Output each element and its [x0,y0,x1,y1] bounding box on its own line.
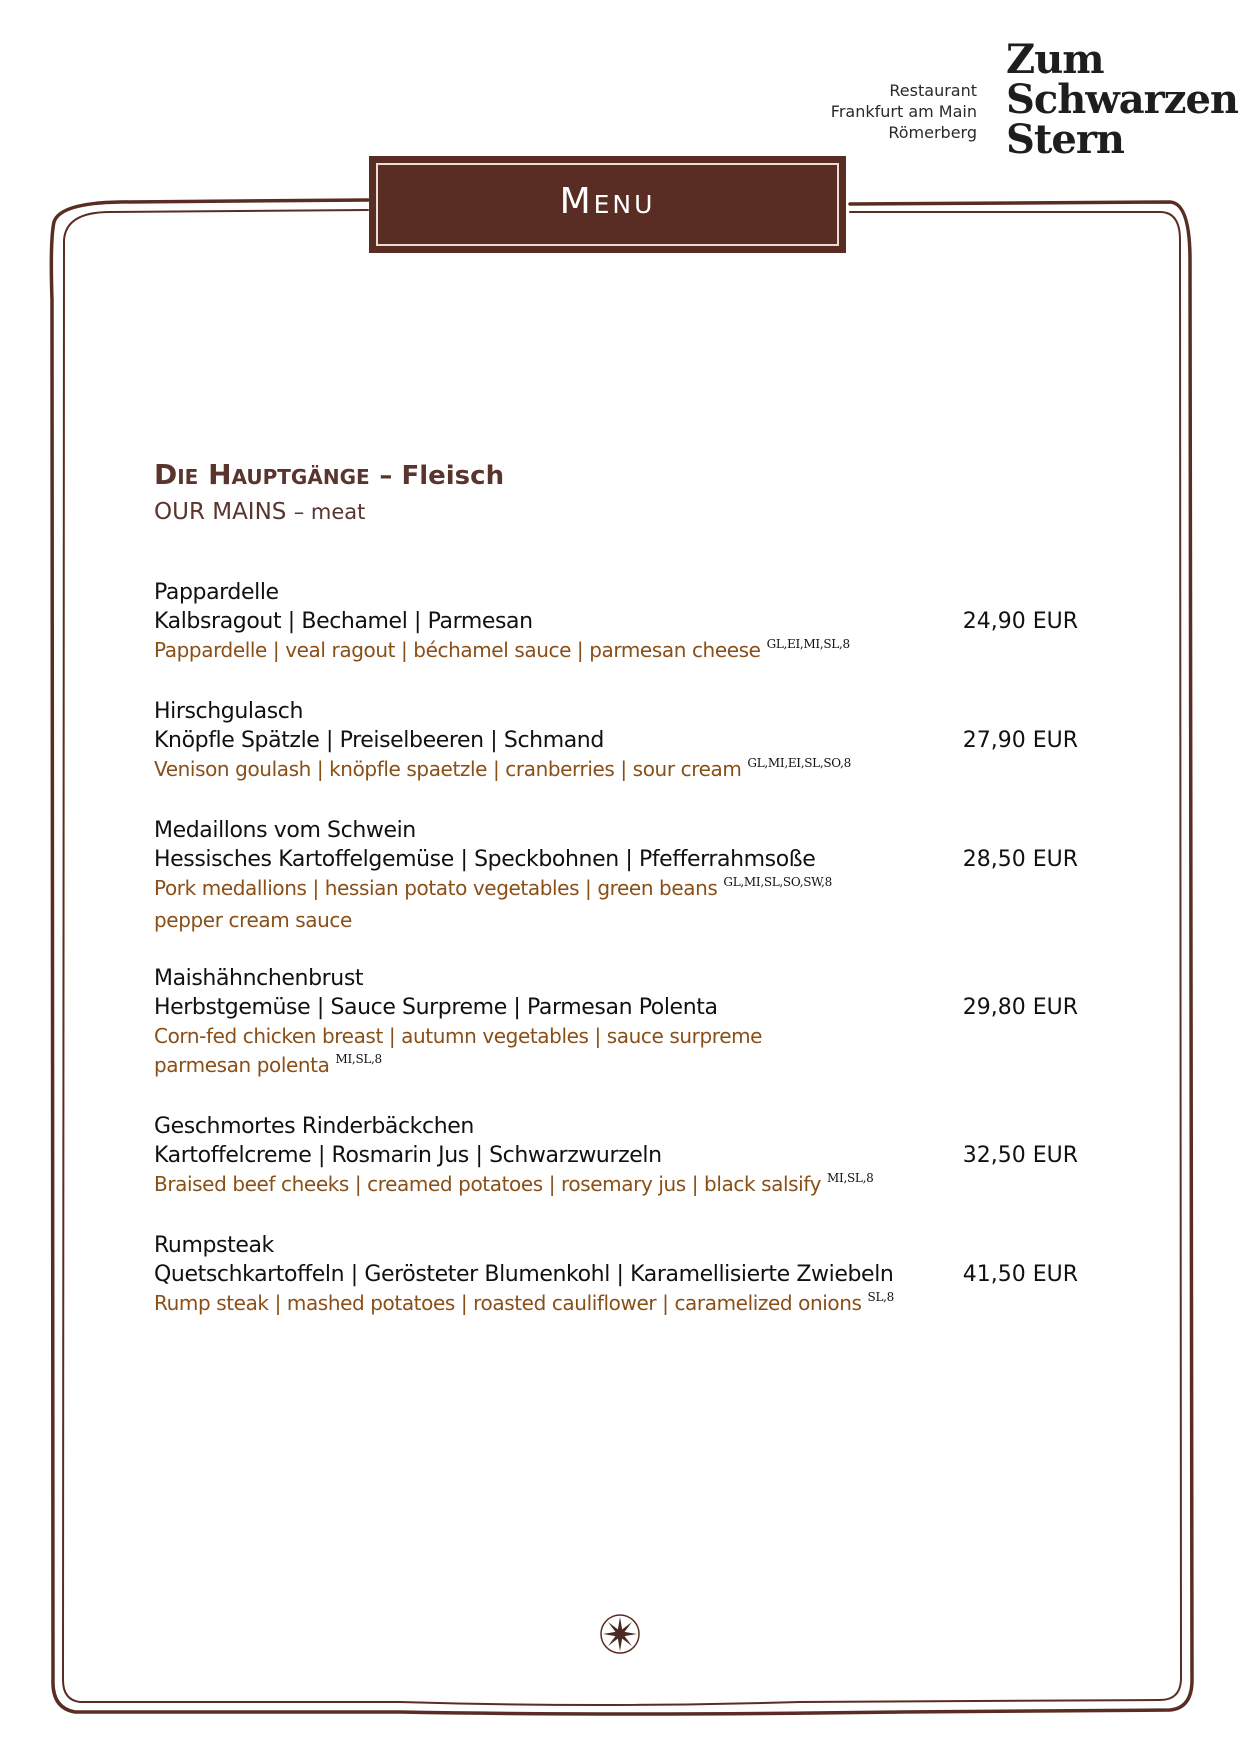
item-price: 41,50 EUR [962,1262,1078,1287]
item-name: Medaillons vom Schwein [154,818,416,843]
menu-items-list [154,578,1084,1350]
menu-item [154,1112,1084,1202]
info-line-location: Römerberg [888,123,977,142]
info-line-restaurant: Restaurant [889,81,977,100]
section-title-de-main: Die Hauptgänge [154,458,370,491]
item-price: 27,90 EUR [962,728,1078,753]
menu-item [154,964,1084,1083]
item-name: Pappardelle [154,580,279,605]
item-description-en [154,874,1084,906]
item-allergens: MI,SL,8 [335,1052,382,1066]
menu-item [154,1231,1084,1321]
item-allergens: SL,8 [867,1290,894,1304]
item-name: Hirschgulasch [154,699,304,724]
section-title-en-sub: – meat [293,500,366,524]
item-description-en [154,755,1084,787]
section-title-en-main: OUR MAINS [154,499,287,525]
section-title-de-sub: – Fleisch [379,461,505,491]
logo-line-2: Schwarzen [1006,76,1238,123]
compass-rose-icon [598,1612,642,1656]
item-description-en-text: Pork medallions | hessian potato vegetables | green beans [154,876,718,900]
info-line-city: Frankfurt am Main [830,102,977,121]
item-allergens: MI,SL,8 [827,1171,874,1185]
item-description-en-text: Rump steak | mashed potatoes | roasted cauliflower | caramelized onions [154,1291,862,1315]
menu-item [154,697,1084,787]
item-price: 32,50 EUR [962,1143,1078,1168]
item-description-en-text: Pappardelle | veal ragout | béchamel sauce | parmesan cheese [154,638,761,662]
section-title-german [154,455,504,496]
item-description-en-text: pepper cream sauce [154,908,352,932]
item-description-en [154,1022,1084,1051]
item-name: Geschmortes Rinderbäckchen [154,1114,474,1139]
item-description-en [154,1289,1084,1321]
item-price: 29,80 EUR [962,995,1078,1020]
item-description-en [154,1051,1084,1083]
item-description-de: Kartoffelcreme | Rosmarin Jus | Schwarzwurzeln [154,1143,662,1168]
item-description-en-text: Venison goulash | knöpfle spaetzle | cranberries | sour cream [154,757,742,781]
item-name: Rumpsteak [154,1233,274,1258]
item-description-de: Kalbsragout | Bechamel | Parmesan [154,609,533,634]
item-description-en [154,1170,1084,1202]
item-price: 28,50 EUR [962,847,1078,872]
item-price: 24,90 EUR [962,609,1078,634]
item-description-de: Quetschkartoffeln | Gerösteter Blumenkohl | Karamellisierte Zwiebeln [154,1262,894,1287]
item-description-en-text: Corn-fed chicken breast | autumn vegetables | sauce surpreme [154,1024,763,1048]
logo-line-3: Stern [1006,116,1124,163]
item-allergens: GL,MI,SL,SO,SW,8 [723,875,832,889]
item-description-de: Hessisches Kartoffelgemüse | Speckbohnen | Pfefferrahmsoße [154,847,816,872]
item-description-en-text: parmesan polenta [154,1053,330,1077]
menu-title: Menu [559,181,656,222]
section-title-english [154,492,504,532]
item-description-de: Herbstgemüse | Sauce Surpreme | Parmesan Polenta [154,995,718,1020]
item-allergens: GL,EI,MI,SL,8 [766,637,850,651]
restaurant-info [831,80,977,143]
restaurant-logo [1006,36,1238,163]
logo-line-1: Zum [1006,36,1104,83]
item-description-en [154,636,1084,668]
menu-banner [369,156,846,253]
menu-item [154,578,1084,668]
menu-item [154,816,1084,935]
item-description-en [154,906,1084,935]
item-allergens: GL,MI,EI,SL,SO,8 [747,756,851,770]
item-description-de: Knöpfle Spätzle | Preiselbeeren | Schmand [154,728,604,753]
section-heading [154,455,504,532]
item-name: Maishähnchenbrust [154,966,364,991]
item-description-en-text: Braised beef cheeks | creamed potatoes | rosemary jus | black salsify [154,1172,822,1196]
